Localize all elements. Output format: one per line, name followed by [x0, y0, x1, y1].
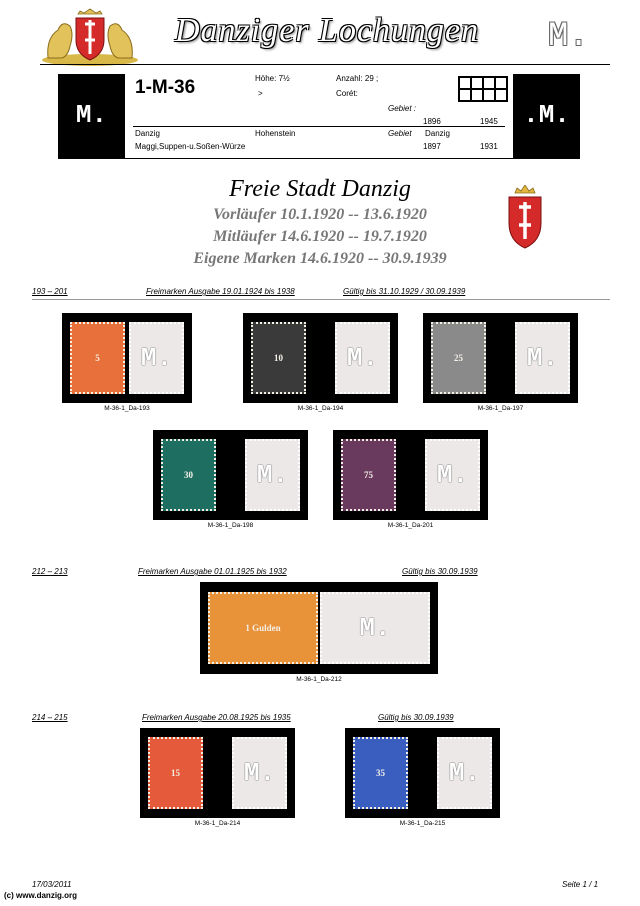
perfin-box-left — [58, 74, 125, 158]
stamp-back-perfin: M. — [526, 343, 559, 373]
gebiet-top-label: Gebiet : — [388, 104, 417, 113]
header-title: Danziger Lochungen — [175, 12, 480, 49]
stamp-front — [341, 439, 396, 511]
gebiet-label: Gebiet — [388, 129, 412, 138]
stamp-caption: M-36-1_Da-198 — [207, 522, 254, 529]
stamp-caption: M-36-1_Da-193 — [104, 405, 150, 412]
footer-page: Seite 1 / 1 — [562, 880, 599, 889]
stamp-card — [345, 728, 500, 818]
stamp-back-perfin: M. — [256, 460, 289, 490]
coret-label: Corét: — [336, 89, 358, 98]
record-city: Danzig — [135, 129, 160, 138]
stamp-front — [251, 322, 306, 394]
header-perfin-mark: M. — [548, 18, 589, 56]
section-1-range: 193 – 201 — [32, 287, 68, 296]
danzig-coat-of-arms-logo — [40, 8, 140, 66]
section-1-issue: Freimarken Ausgabe 19.01.1924 bis 1938 — [146, 287, 295, 296]
stamp-back-perfin: M. — [243, 758, 276, 788]
stamp-card — [153, 430, 308, 520]
heading-title: Freie Stadt Danzig — [229, 176, 411, 202]
stamp-card — [62, 313, 192, 403]
stamp-denomination: 15 — [171, 768, 180, 778]
record-grid — [458, 76, 508, 102]
gebiet-value: Danzig — [425, 129, 450, 138]
stamp-back-perfin: M. — [448, 758, 481, 788]
stamp-card — [140, 728, 295, 818]
stamp-caption: M-36-1_Da-215 — [399, 820, 446, 827]
heading-line-1: Vorläufer 10.1.1920 -- 13.6.1920 — [213, 206, 427, 223]
footer-copyright: (c) www.danzig.org — [4, 891, 78, 900]
perfin-box-right — [513, 74, 580, 158]
perfin-mark-left: M. — [75, 100, 108, 130]
year-to-top: 1945 — [480, 117, 498, 126]
section-2-range: 212 – 213 — [32, 567, 68, 576]
heading-line-2: Mitläufer 14.6.1920 -- 19.7.1920 — [213, 228, 427, 245]
header-rule — [40, 64, 610, 65]
stamp-front — [353, 737, 408, 809]
stamp-back — [320, 592, 430, 664]
stamp-denomination: 5 — [95, 353, 100, 363]
section-3-range: 214 – 215 — [32, 713, 68, 722]
stamp-denomination: 25 — [454, 353, 463, 363]
stamp-front — [431, 322, 486, 394]
stamp-back — [515, 322, 570, 394]
stamp-card — [423, 313, 578, 403]
section-1-valid: Gültig bis 31.10.1929 / 30.09.1939 — [343, 287, 466, 296]
stamp-caption: M-36-1_Da-197 — [477, 405, 524, 412]
stamp-caption: M-36-1_Da-201 — [387, 522, 434, 529]
stamp-card — [333, 430, 488, 520]
section-1-rule — [32, 299, 610, 300]
stamp-back-perfin: M. — [359, 613, 391, 643]
record-rule-bottom — [58, 158, 580, 159]
stamp-back — [129, 322, 184, 394]
arrow-label: > — [258, 89, 263, 98]
year-from-top: 1896 — [423, 117, 441, 126]
stamp-front — [70, 322, 125, 394]
stamp-back-perfin: M. — [346, 343, 379, 373]
stamp-caption: M-36-1_Da-212 — [296, 676, 342, 683]
record-code: 1-M-36 — [135, 77, 196, 98]
perfin-mark-right: .M. — [523, 100, 570, 130]
record-rule-mid — [133, 126, 505, 127]
record-company: Maggi,Suppen-u.Soßen-Würze — [135, 142, 246, 151]
hoehe-label: Höhe: 7½ — [255, 74, 290, 83]
stamp-back — [437, 737, 492, 809]
stamp-front — [208, 592, 318, 664]
heading-line-3: Eigene Marken 14.6.1920 -- 30.9.1939 — [193, 250, 447, 267]
anzahl-label: Anzahl: 29 ; — [336, 74, 379, 83]
stamp-denomination: 10 — [274, 353, 283, 363]
footer-date: 17/03/2011 — [32, 880, 72, 889]
stamp-front — [161, 439, 216, 511]
stamp-back — [245, 439, 300, 511]
stamp-back — [232, 737, 287, 809]
section-3-issue: Freimarken Ausgabe 20.08.1925 bis 1935 — [142, 713, 291, 722]
stamp-back-perfin: M. — [436, 460, 469, 490]
record-year-from: 1897 — [423, 142, 441, 151]
stamp-denomination: 35 — [376, 768, 385, 778]
stamp-card — [200, 582, 438, 674]
stamp-caption: M-36-1_Da-214 — [194, 820, 241, 827]
section-2-issue: Freimarken Ausgabe 01.01.1925 bis 1932 — [138, 567, 287, 576]
stamp-back-perfin: M. — [140, 343, 173, 373]
stamp-back — [335, 322, 390, 394]
danzig-shield-icon — [507, 185, 543, 249]
stamp-front — [148, 737, 203, 809]
stamp-denomination: 1 Gulden — [245, 623, 281, 633]
stamp-card — [243, 313, 398, 403]
record-year-to: 1931 — [480, 142, 498, 151]
record-company-prefix: Hohenstein — [255, 129, 296, 138]
stamp-denomination: 75 — [364, 470, 373, 480]
section-2-valid: Gültig bis 30.09.1939 — [402, 567, 478, 576]
stamp-caption: M-36-1_Da-194 — [297, 405, 344, 412]
stamp-denomination: 30 — [184, 470, 193, 480]
stamp-back — [425, 439, 480, 511]
section-3-valid: Gültig bis 30.09.1939 — [378, 713, 454, 722]
